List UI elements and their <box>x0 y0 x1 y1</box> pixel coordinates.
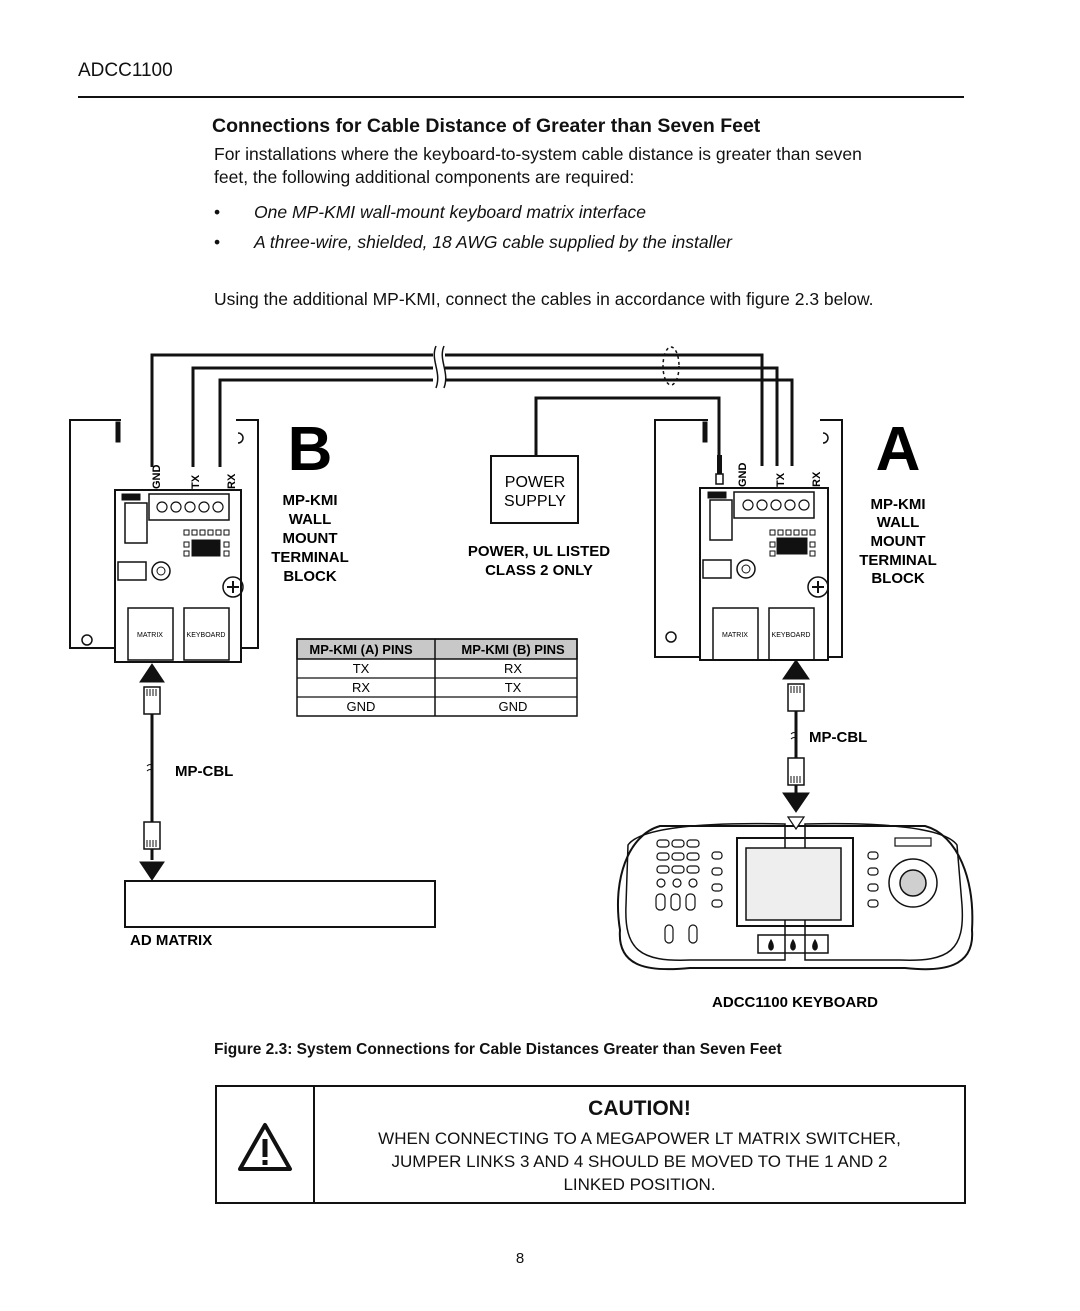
ad-matrix-label: AD MATRIX <box>130 932 213 949</box>
unit-a-pin-gnd: GND <box>737 462 749 487</box>
svg-text:MOUNT: MOUNT <box>282 530 338 547</box>
warning-triangle-icon <box>217 1087 313 1202</box>
unit-a-enclosure <box>655 420 842 660</box>
power-supply-line-2: SUPPLY <box>504 493 566 510</box>
svg-text:MOUNT: MOUNT <box>870 533 926 550</box>
power-note-line-2: CLASS 2 ONLY <box>485 562 593 579</box>
unit-b-enclosure <box>70 420 258 662</box>
section-title: Connections for Cable Distance of Greater than Seven Feet <box>212 115 761 137</box>
keyboard-illustration <box>618 817 972 969</box>
svg-text:MP-KMI: MP-KMI <box>282 492 338 509</box>
pin-table-cell: GND <box>346 699 376 714</box>
svg-text:MP-KMI: MP-KMI <box>870 496 926 513</box>
pin-table-header-a: MP-KMI (A) PINS <box>309 642 413 657</box>
caution-line-2: JUMPER LINKS 3 AND 4 SHOULD BE MOVED TO THE 1 AND 2 <box>391 1152 888 1171</box>
svg-text:TERMINAL: TERMINAL <box>271 549 349 566</box>
power-supply-line-1: POWER <box>504 474 566 491</box>
bullet-text: A three-wire, shielded, 18 AWG cable supplied by the installer <box>254 232 732 252</box>
right-cable <box>783 660 809 812</box>
unit-b-matrix-port: MATRIX <box>137 632 163 639</box>
header-title: ADCC1100 <box>78 60 173 81</box>
pin-table-cell: GND <box>498 699 528 714</box>
left-cable-label: MP-CBL <box>175 763 234 780</box>
bullet-dot: • <box>214 202 221 222</box>
power-note-line-1: POWER, UL LISTED <box>467 543 611 560</box>
pin-table-cell: TX <box>352 661 370 676</box>
unit-a-label <box>859 496 937 587</box>
intro-line-1: For installations where the keyboard-to-system cable distance is greater than seven <box>214 144 862 164</box>
pin-table-cell: RX <box>503 661 523 676</box>
three-wire-cable <box>152 355 792 467</box>
svg-text:BLOCK: BLOCK <box>871 570 925 587</box>
bullet-dot: • <box>214 232 221 252</box>
caution-box <box>215 1085 966 1204</box>
pin-table-header-b: MP-KMI (B) PINS <box>461 642 565 657</box>
unit-a-matrix-port: MATRIX <box>722 632 748 639</box>
figure-caption: Figure 2.3: System Connections for Cable Distances Greater than Seven Feet <box>214 1041 782 1058</box>
pin-table-cell: TX <box>504 680 522 695</box>
pin-table <box>297 639 577 716</box>
right-cable-label: MP-CBL <box>809 729 868 746</box>
keyboard-label: ADCC1100 KEYBOARD <box>712 994 878 1011</box>
caution-title: CAUTION! <box>588 1097 691 1120</box>
unit-b-keyboard-port: KEYBOARD <box>186 632 226 639</box>
cable-break-icon <box>433 346 446 388</box>
caution-line-3: LINKED POSITION. <box>563 1175 716 1194</box>
svg-text:WALL: WALL <box>876 514 920 531</box>
caution-icon-cell <box>217 1087 315 1202</box>
unit-b-label <box>271 492 349 585</box>
instructions-paragraph: Using the additional MP-KMI, connect the cables in accordance with figure 2.3 below. <box>214 289 874 309</box>
unit-b-pin-rx: RX <box>226 473 238 489</box>
unit-a-keyboard-port: KEYBOARD <box>771 632 811 639</box>
caution-line-1: WHEN CONNECTING TO A MEGAPOWER LT MATRIX SWITCHER, <box>378 1129 901 1148</box>
unit-b-pin-gnd: GND <box>151 464 163 489</box>
intro-line-2: feet, the following additional components are required: <box>214 167 635 187</box>
bullet-text: One MP-KMI wall-mount keyboard matrix interface <box>254 202 646 222</box>
ground-lug-icon <box>716 455 723 484</box>
unit-a-pin-rx: RX <box>811 471 823 487</box>
unit-a-letter: A <box>875 415 921 484</box>
page-number: 8 <box>515 1250 525 1267</box>
svg-text:WALL: WALL <box>288 511 332 528</box>
unit-b-pin-tx: TX <box>190 474 202 489</box>
unit-b-letter: B <box>287 415 333 484</box>
unit-a-pin-tx: TX <box>775 472 787 487</box>
svg-text:TERMINAL: TERMINAL <box>859 552 937 569</box>
left-cable <box>140 664 164 880</box>
ad-matrix-box <box>125 881 435 927</box>
pin-table-cell: RX <box>351 680 371 695</box>
svg-text:BLOCK: BLOCK <box>283 568 337 585</box>
